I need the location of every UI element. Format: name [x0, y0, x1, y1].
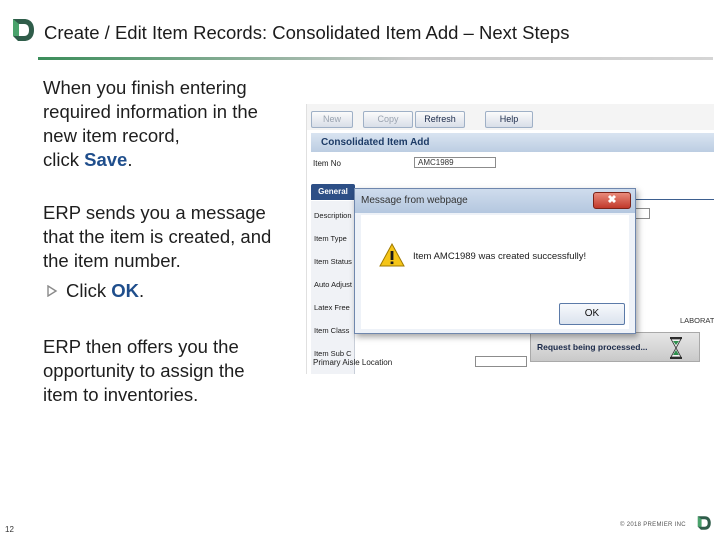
- bullet-line: opportunity to assign the: [43, 360, 245, 381]
- copyright-text: © 2018 PREMIER INC: [620, 522, 686, 528]
- close-button[interactable]: [593, 192, 631, 209]
- processing-indicator: [530, 332, 700, 362]
- bullet-line: new item record,: [43, 125, 180, 146]
- latex-free-label: Latex Free: [314, 303, 350, 312]
- bullet-line: the item number.: [43, 250, 181, 271]
- premier-footer-logo-icon: [696, 515, 712, 531]
- item-no-input[interactable]: AMC1989: [414, 157, 496, 168]
- dialog-titlebar[interactable]: [355, 189, 635, 213]
- field-label-column: [311, 201, 355, 374]
- item-no-label: Item No: [313, 159, 342, 168]
- processing-text: Request being processed...: [537, 342, 648, 352]
- bullet-text: .: [127, 149, 133, 170]
- ok-highlight: OK: [111, 280, 139, 301]
- primary-aisle-label: Primary Aisle Location: [313, 358, 393, 367]
- message-dialog: [354, 188, 636, 334]
- item-sub-class-label: Item Sub C: [314, 349, 352, 358]
- laboratory-text: LABORAT: [680, 316, 714, 325]
- ok-button[interactable]: OK: [559, 303, 625, 325]
- bullet-text: click: [43, 149, 85, 170]
- bullet-line: ERP then offers you the: [43, 336, 239, 357]
- dialog-message: Item AMC1989 was created successfully!: [413, 251, 587, 262]
- new-button[interactable]: New: [311, 111, 353, 128]
- sub-bullet-text: Click: [66, 280, 112, 301]
- sub-bullet-click-ok: [46, 279, 144, 303]
- warning-icon: [379, 243, 405, 267]
- panel-title: Consolidated Item Add: [311, 133, 714, 152]
- bullet-line: item to inventories.: [43, 384, 199, 405]
- bullet-line: that the item is created, and: [43, 226, 272, 247]
- save-highlight: Save: [84, 149, 128, 170]
- primary-aisle-input[interactable]: [475, 356, 527, 367]
- refresh-button[interactable]: Refresh: [415, 111, 465, 128]
- premier-logo-icon: [10, 17, 36, 43]
- bullet-assign-inventories: [43, 335, 245, 407]
- bullet-finish-entering: [43, 76, 258, 172]
- title-rule: [38, 57, 713, 60]
- hourglass-icon: [669, 337, 683, 359]
- tab-general[interactable]: General: [311, 184, 355, 200]
- copy-button[interactable]: Copy: [363, 111, 413, 128]
- item-class-label: Item Class: [314, 326, 350, 335]
- help-button[interactable]: Help: [485, 111, 533, 128]
- sub-bullet-text: .: [138, 280, 145, 301]
- dialog-body: [361, 215, 629, 329]
- item-status-label: Item Status: [314, 257, 352, 266]
- bullet-line: When you finish entering: [43, 77, 247, 98]
- bullet-line: [43, 148, 258, 172]
- bullet-line: required information in the: [43, 101, 258, 122]
- dialog-title: Message from webpage: [361, 195, 468, 206]
- close-icon: ✖: [607, 194, 617, 206]
- erp-toolbar: [307, 104, 714, 130]
- bullet-line: ERP sends you a message: [43, 202, 266, 223]
- item-type-label: Item Type: [314, 234, 347, 243]
- description-label: Description: [314, 211, 352, 220]
- triangle-bullet-icon: [46, 285, 58, 297]
- erp-screenshot: [306, 104, 714, 374]
- auto-adjust-label: Auto Adjust: [314, 280, 352, 289]
- bullet-erp-sends-message: [43, 201, 271, 273]
- slide-title: Create / Edit Item Records: Consolidated Item Add – Next Steps: [44, 22, 570, 43]
- page-number: 12: [5, 525, 14, 534]
